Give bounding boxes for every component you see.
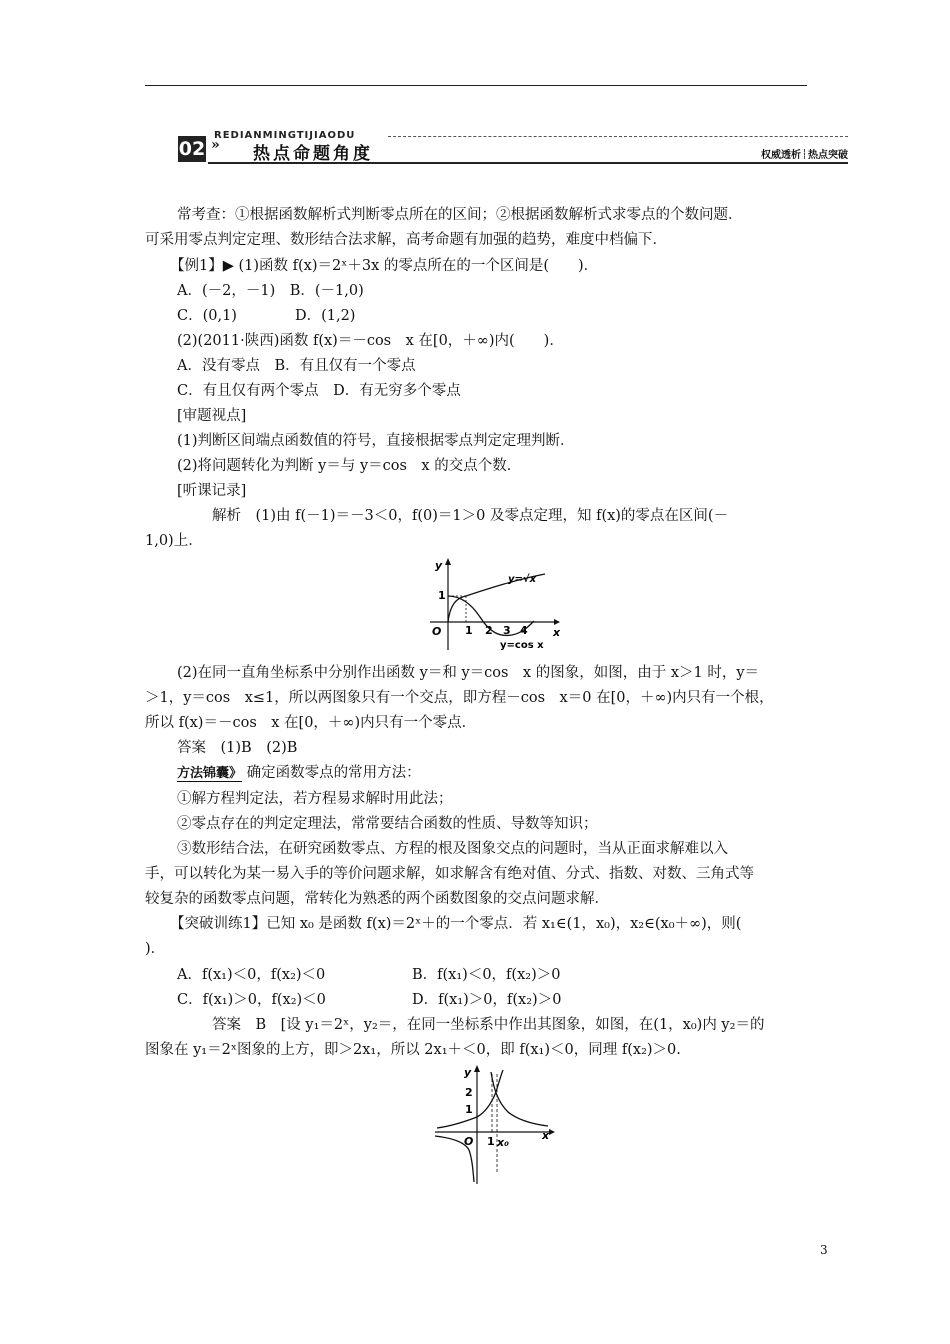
banner-tag-1: 权威透析: [761, 150, 801, 161]
method-text: 确定函数零点的常用方法：: [246, 765, 421, 781]
option-line: D．f(x₁)＞0，f(x₂)＞0: [412, 992, 562, 1008]
option-line: C．(0,1) D．(1,2): [177, 308, 356, 324]
x0-label: x₀: [497, 1136, 509, 1149]
y-axis-arrow-icon: [474, 1065, 480, 1072]
text-line: (1)判断区间端点函数值的符号，直接根据零点判定定理判断．: [177, 433, 575, 449]
x-axis-label: x: [542, 1129, 550, 1142]
text-line: ③数形结合法，在研究函数零点、方程的根及图象交点的问题时，当从正面求解难以入: [177, 841, 728, 857]
section-heading: [听课记录]: [177, 483, 247, 499]
text-line: 手，可以转化为某一易入手的等价问题求解，如求解含有绝对值、分式、指数、对数、三角式等: [145, 866, 754, 882]
option-line: A．没有零点 B．有且仅有一个零点: [177, 358, 416, 374]
option-line: B．f(x₁)＜0，f(x₂)＞0: [412, 967, 561, 983]
x-tick-label: 3: [503, 624, 511, 637]
y-tick-label: 1: [465, 1103, 473, 1116]
method-tips-label: 方法锦囊》: [177, 766, 243, 781]
example-1-title: 【例1】▶ (1)函数 f(x)＝2ˣ＋3x 的零点所在的一个区间是( )．: [170, 258, 599, 274]
text-line: (2)(2011·陕西)函数 f(x)＝－cos x 在[0，＋∞)内( )．: [177, 333, 564, 349]
option-line: C．有且仅有两个零点 D．有无穷多个零点: [177, 383, 461, 399]
section-banner: [178, 126, 848, 166]
text-line: (2)将问题转化为判断 y＝与 y＝cos x 的交点个数．: [177, 458, 522, 474]
tag-separator: [804, 149, 805, 159]
x-axis-arrow-icon: [554, 619, 560, 625]
y-tick-label: 2: [465, 1086, 473, 1099]
option-line: A．f(x₁)＜0，f(x₂)＜0: [177, 967, 326, 983]
x-tick-label: 1: [487, 1135, 495, 1148]
section-title: 热点命题角度: [253, 144, 373, 164]
banner-dash-line: [388, 136, 848, 137]
text-line: 常考查：①根据函数解析式判断零点所在的区间；②根据函数解析式求零点的个数问题．: [177, 207, 743, 223]
sqrt-curve-label: y=√x: [508, 574, 537, 585]
section-number: 02: [178, 138, 206, 160]
banner-tag-2: 热点突破: [808, 150, 848, 161]
x-tick-label: 2: [485, 624, 493, 637]
x-axis-arrow-icon: [549, 1129, 555, 1135]
option-line: A．(－2，－1) B．(－1,0): [177, 283, 364, 299]
text-line: (2)在同一直角坐标系中分别作出函数 y＝和 y＝cos x 的图象，如图，由于 x＞1 时，y＝: [177, 665, 760, 681]
x-tick-label: 4: [520, 624, 528, 637]
x-axis-label: x: [553, 626, 560, 639]
y-tick-label: 1: [438, 589, 446, 602]
top-rule: [145, 85, 807, 86]
y-axis-arrow-icon: [445, 558, 451, 565]
text-line: 解析 (1)由 f(－1)＝－3＜0，f(0)＝1＞0 及零点定理，知 f(x)的零点在区间(－: [212, 508, 729, 524]
answer-line: 答案 B [设 y₁＝2ˣ，y₂＝，在同一坐标系中作出其图象，如图，在(1，x₀)内 y₂＝的: [212, 1017, 765, 1033]
figure-exp-recip: [432, 1062, 557, 1188]
origin-label: O: [432, 625, 442, 638]
banner-tags: [761, 146, 848, 161]
page-number: 3: [820, 1243, 828, 1257]
answer-line: 答案 (1)B (2)B: [177, 740, 298, 756]
training-1-title: 【突破训练1】已知 x₀ 是函数 f(x)＝2ˣ＋的一个零点．若 x₁∈(1，x₀)，x₂∈(x₀＋∞)，则(: [170, 916, 742, 932]
y-axis-label: y: [464, 1066, 472, 1079]
banner-bottom-line: [208, 162, 848, 164]
text-line: 较复杂的函数零点问题，常转化为熟悉的两个函数图象的交点问题求解．: [145, 891, 609, 907]
figure-sqrt-cos: [420, 555, 560, 655]
x-tick-label: 1: [465, 624, 473, 637]
y-axis-label: y: [435, 559, 443, 572]
text-line: ①解方程判定法，若方程易求解时用此法；: [177, 791, 453, 807]
cos-curve-label: y=cos x: [500, 640, 544, 651]
chevron-icon: »: [211, 137, 220, 153]
text-line: )．: [145, 941, 166, 957]
text-line: 1,0)上．: [145, 533, 203, 549]
option-line: C．f(x₁)＞0，f(x₂)＜0: [177, 992, 326, 1008]
text-line: 可采用零点判定定理、数形结合法求解，高考命题有加强的趋势，难度中档偏下．: [145, 232, 667, 248]
section-heading: [审题视点]: [177, 408, 247, 424]
banner-pinyin: REDIANMINGTIJIAODU: [214, 130, 356, 141]
origin-label: O: [464, 1135, 474, 1148]
method-line: [177, 763, 421, 784]
text-line: ②零点存在的判定定理法，常常要结合函数的性质、导数等知识；: [177, 816, 598, 832]
text-line: 所以 f(x)＝－cos x 在[0，＋∞)内只有一个零点．: [145, 715, 477, 731]
text-line: 图象在 y₁＝2ˣ图象的上方，即＞2x₁，所以 2x₁＋＜0，即 f(x₁)＜0，同理 f(x₂)＞0.: [145, 1042, 681, 1058]
text-line: ＞1，y＝cos x≤1，所以两图象只有一个交点，即方程－cos x＝0 在[0，＋∞)内只有一个根，: [145, 690, 774, 706]
